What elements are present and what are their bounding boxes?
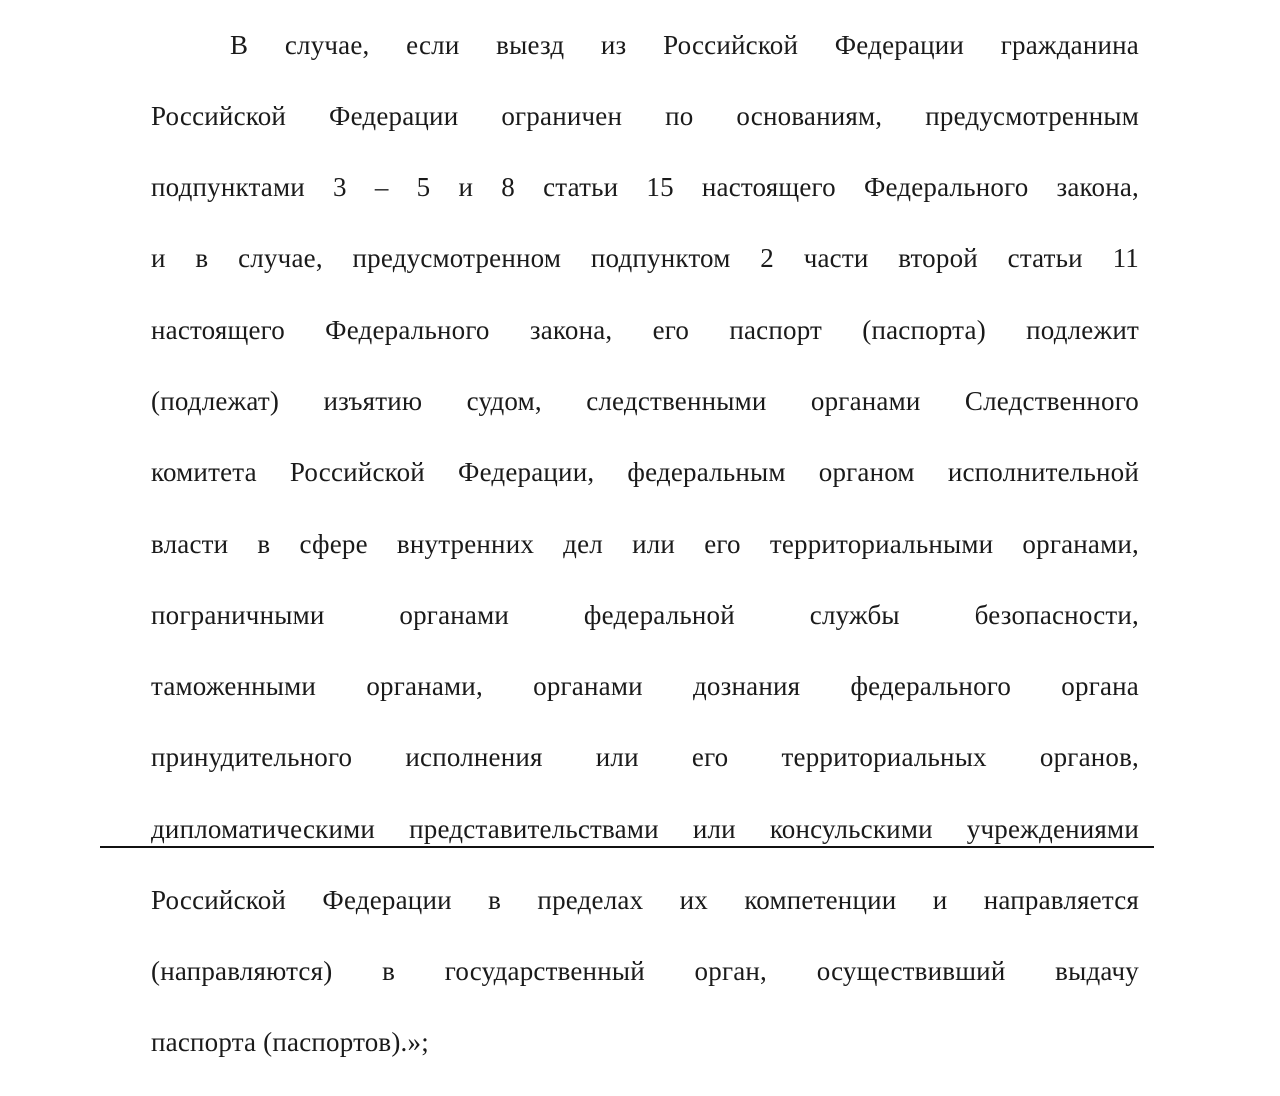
paragraph-line: принудительного исполнения или его территориальных органов, — [151, 742, 1139, 772]
paragraph-line: власти в сфере внутренних дел или его территориальными органами, — [151, 529, 1139, 559]
paragraph-line: В случае, если выезд из Российской Федерации гражданина — [230, 30, 1139, 60]
paragraph-line: Российской Федерации в пределах их компетенции и направляется — [151, 885, 1139, 915]
paragraph-line: паспорта (паспортов).»; — [151, 1027, 429, 1057]
paragraph-line: дипломатическими представительствами или консульскими учреждениями — [151, 814, 1139, 844]
paragraph-line: (направляются) в государственный орган, осуществивший выдачу — [151, 956, 1139, 986]
page-break-rule — [100, 846, 1154, 848]
paragraph-line: (подлежат) изъятию судом, следственными органами Следственного — [151, 386, 1139, 416]
paragraph-line: и в случае, предусмотренном подпунктом 2 части второй статьи 11 — [151, 243, 1139, 273]
paragraph-line: таможенными органами, органами дознания федерального органа — [151, 671, 1139, 701]
paragraph-line: подпунктами 3 – 5 и 8 статьи 15 настоящего Федерального закона, — [151, 172, 1139, 202]
paragraph-line: комитета Российской Федерации, федеральным органом исполнительной — [151, 457, 1139, 487]
paragraph-line: настоящего Федерального закона, его паспорт (паспорта) подлежит — [151, 315, 1139, 345]
paragraph-line: пограничными органами федеральной службы безопасности, — [151, 600, 1139, 630]
paragraph-line: Российской Федерации ограничен по основаниям, предусмотренным — [151, 101, 1139, 131]
